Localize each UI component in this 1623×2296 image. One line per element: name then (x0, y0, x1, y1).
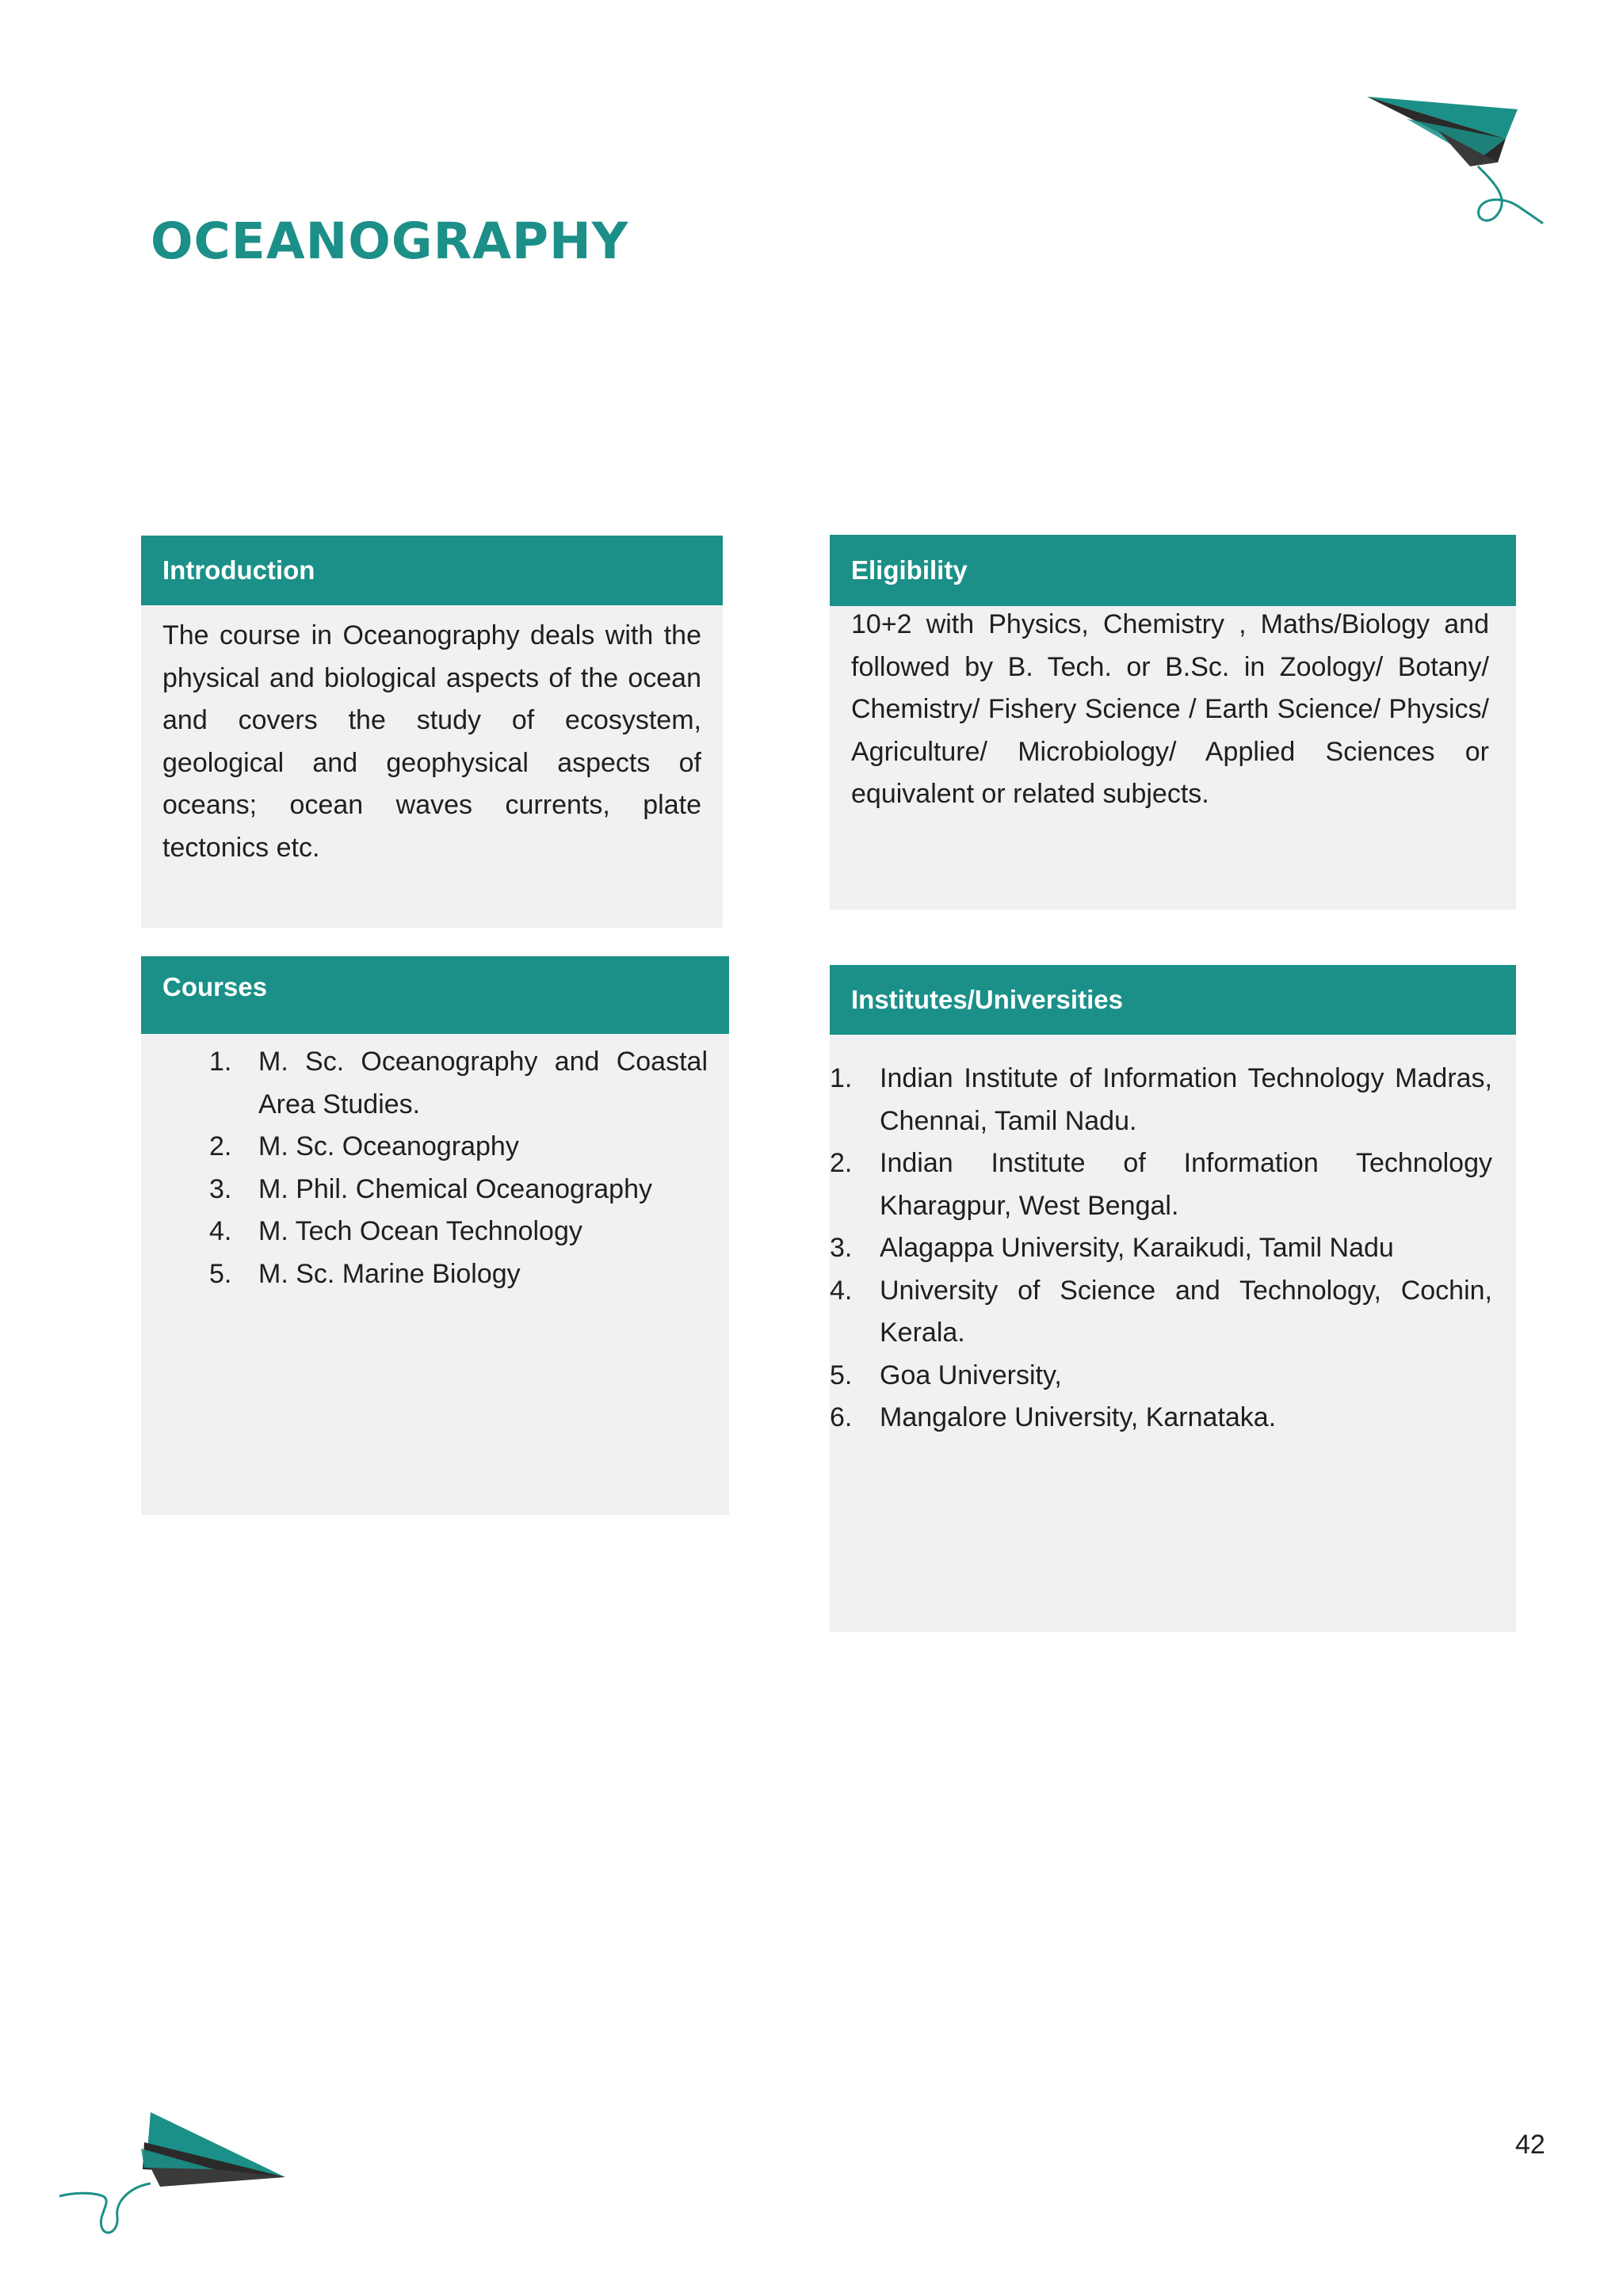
list-item (209, 1169, 708, 1211)
institute-item: Alagappa University, Karaikudi, Tamil Nadu (880, 1233, 1394, 1263)
list-number: 1. (830, 1063, 853, 1093)
courses-heading: Courses (141, 956, 729, 1034)
list-item (830, 1142, 1492, 1227)
page-number: 42 (1515, 2130, 1545, 2160)
course-item: M. Sc. Oceanography (258, 1131, 519, 1161)
paper-plane-icon-bottom (55, 2107, 293, 2250)
list-number: 2. (209, 1131, 232, 1161)
eligibility-heading: Eligibility (830, 535, 1516, 606)
course-item: M. Sc. Marine Biology (258, 1258, 521, 1289)
list-item (209, 1211, 708, 1253)
introduction-body (141, 615, 723, 869)
course-item: M. Sc. Oceanography and Coastal Area Studies. (258, 1047, 708, 1119)
list-item (209, 1253, 708, 1296)
list-number: 3. (830, 1233, 853, 1263)
list-number: 5. (830, 1360, 853, 1390)
institute-item: Mangalore University, Karnataka. (880, 1402, 1277, 1432)
institutes-card (830, 965, 1516, 1632)
list-item (830, 1355, 1492, 1398)
page-title: OCEANOGRAPHY (151, 212, 629, 270)
introduction-heading: Introduction (141, 536, 723, 605)
institutes-heading: Institutes/Universities (830, 965, 1516, 1035)
list-number: 6. (830, 1402, 853, 1432)
courses-card (141, 956, 729, 1515)
list-item (830, 1270, 1492, 1355)
list-number: 4. (830, 1275, 853, 1306)
list-number: 2. (830, 1148, 853, 1178)
list-item (830, 1397, 1492, 1440)
courses-list (209, 1041, 708, 1295)
list-item (830, 1058, 1492, 1142)
list-number: 4. (209, 1216, 232, 1246)
institute-item: Indian Institute of Information Technology Madras, Chennai, Tamil Nadu. (880, 1063, 1492, 1136)
list-number: 3. (209, 1173, 232, 1204)
list-item (209, 1041, 708, 1126)
eligibility-card (830, 535, 1516, 910)
institute-item: Goa University, (880, 1360, 1062, 1390)
institutes-list (830, 1058, 1492, 1440)
course-item: M. Phil. Chemical Oceanography (258, 1173, 653, 1204)
list-number: 5. (209, 1258, 232, 1289)
eligibility-body (830, 604, 1516, 816)
eligibility-text: 10+2 with Physics, Chemistry , Maths/Biology and followed by B. Tech. or B.Sc. in Zoology/ Botany/ Chemistry/ Fishery Science / Earth Science/ Physics/ Agriculture/ Microbiology/ Applied Sciences or equivalent or related subjects. (851, 609, 1489, 809)
list-item (830, 1227, 1492, 1270)
introduction-card (141, 536, 723, 928)
paper-plane-icon-top (1359, 87, 1549, 234)
courses-body (141, 1041, 729, 1295)
course-item: M. Tech Ocean Technology (258, 1216, 582, 1246)
list-item (209, 1126, 708, 1169)
list-number: 1. (209, 1047, 232, 1077)
institute-item: University of Science and Technology, Cochin, Kerala. (880, 1275, 1492, 1348)
introduction-text: The course in Oceanography deals with the physical and biological aspects of the ocean and covers the study of ecosystem, geological and geophysical aspects of oceans; ocean waves currents, plate tectonics etc. (162, 620, 701, 863)
institute-item: Indian Institute of Information Technology Kharagpur, West Bengal. (880, 1148, 1492, 1221)
institutes-body (830, 1058, 1516, 1440)
